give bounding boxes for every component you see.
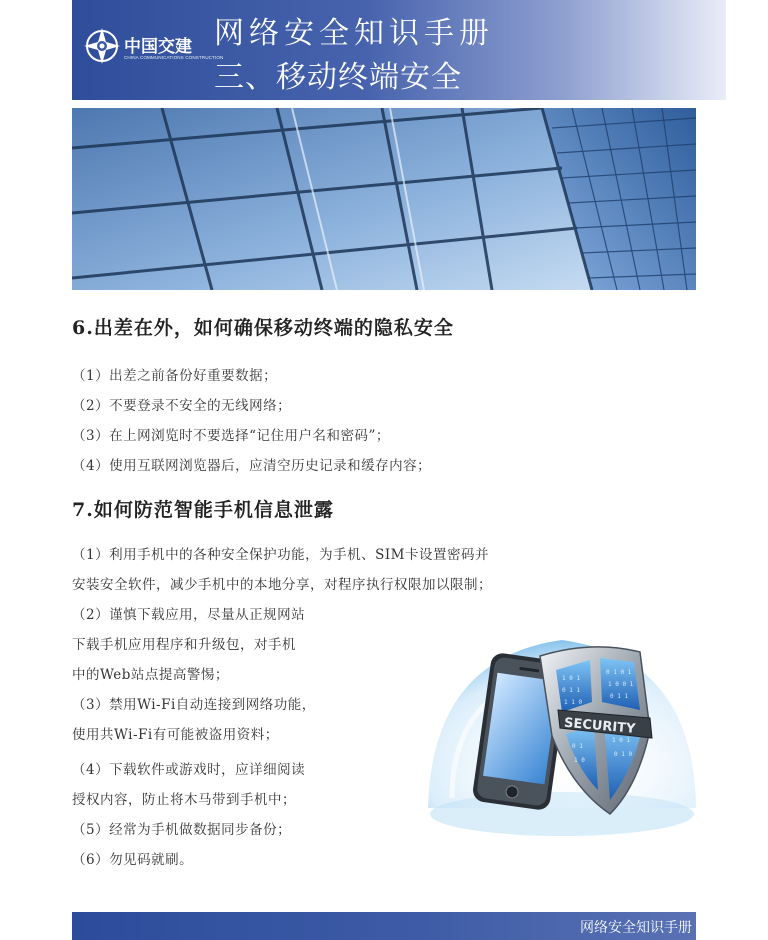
section-7-line: （4）下载软件或游戏时，应详细阅读 — [72, 762, 306, 778]
section-7-line: （6）勿见码就刷。 — [72, 852, 194, 868]
svg-text:0 1 1: 0 1 1 — [562, 687, 581, 694]
svg-text:1 0 0 1: 1 0 0 1 — [608, 681, 634, 688]
section-6-heading: 6.出差在外，如何确保移动终端的隐私安全 — [72, 317, 454, 339]
section-6-item: （1）出差之前备份好重要数据； — [72, 368, 278, 384]
section-7-line: （2）谨慎下载应用，尽量从正规网站 — [72, 607, 306, 623]
section-7-line: （5）经常为手机做数据同步备份； — [72, 822, 292, 838]
section-7-line: 授权内容，防止将木马带到手机中； — [72, 792, 296, 808]
section-7-heading: 7.如何防范智能手机信息泄露 — [72, 499, 334, 521]
logo-emblem-icon — [82, 26, 122, 66]
manual-title: 网络安全知识手册 — [214, 16, 494, 51]
svg-text:1 0: 1 0 — [574, 757, 585, 764]
svg-text:1 1 0: 1 1 0 — [564, 699, 583, 706]
footer-text: 网络安全知识手册 — [580, 920, 692, 936]
svg-text:0 1 0 1: 0 1 0 1 — [606, 669, 632, 676]
section-7-line: 安装安全软件，减少手机中的本地分享，对程序执行权限加以限制； — [72, 577, 492, 593]
section-7-line: （1）利用手机中的各种安全保护功能，为手机、SIM卡设置密码并 — [72, 547, 489, 563]
shield-security-text: SECURITY — [563, 715, 636, 737]
footer-bar — [72, 912, 696, 940]
section-7-line: 使用共Wi-Fi有可能被盗用资料； — [72, 727, 279, 743]
section-7-line: （3）禁用Wi-Fi自动连接到网络功能， — [72, 697, 316, 713]
logo-chinese-name: 中国交建 — [124, 37, 192, 57]
section-6-item: （3）在上网浏览时不要选择“记住用户名和密码”； — [72, 428, 390, 444]
logo-english-name: CHINA COMMUNICATIONS CONSTRUCTION — [124, 55, 224, 60]
section-6-item: （2）不要登录不安全的无线网络； — [72, 398, 292, 414]
company-logo — [82, 26, 224, 72]
svg-text:0 1: 0 1 — [572, 743, 583, 750]
svg-text:1 0 1: 1 0 1 — [612, 737, 631, 744]
svg-text:0 1 0: 0 1 0 — [614, 751, 633, 758]
section-7-line: 下载手机应用程序和升级包，对手机 — [72, 637, 296, 653]
header-banner — [72, 0, 726, 100]
building-glass-facade-image — [72, 108, 696, 290]
section-7-line: 中的Web站点提高警惕； — [72, 667, 229, 683]
svg-text:0 1 1: 0 1 1 — [610, 693, 629, 700]
section-6-item: （4）使用互联网浏览器后，应清空历史记录和缓存内容； — [72, 458, 432, 474]
svg-text:1 0 1: 1 0 1 — [562, 675, 581, 682]
phone-security-shield-illustration — [412, 618, 702, 844]
section-title: 三、移动终端安全 — [214, 60, 462, 95]
